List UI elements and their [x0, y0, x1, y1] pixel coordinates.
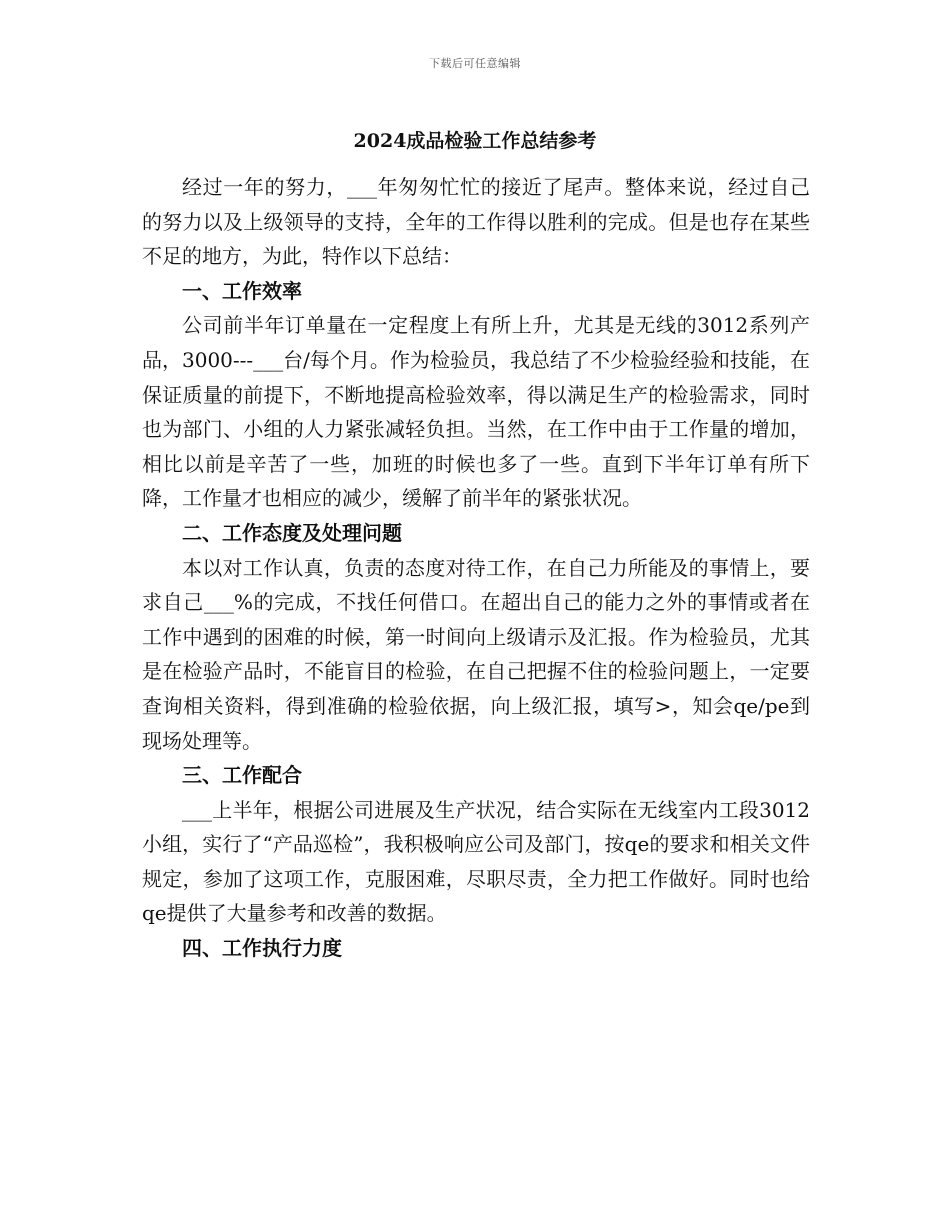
intro-paragraph: 经过一年的努力，___年匆匆忙忙的接近了尾声。整体来说，经过自己的努力以及上级领导的支持，全年的工作得以胜利的完成。但是也存在某些不足的地方，为此，特作以下总结：	[142, 175, 810, 269]
section-body-attitude: 本以对工作认真，负责的态度对待工作，在自己力所能及的事情上，要求自己___%的完成，不找任何借口。在超出自己的能力之外的事情或者在工作中遇到的困难的时候，第一时间向上级请示及汇报。作为检验员，尤其是在检验产品时，不能盲目的检验，在自己把握不住的检验问题上，一定要查询相关资料，得到准确的检验依据，向上级汇报，填写>，知会qe/pe到现场处理等。	[142, 555, 810, 753]
page-header-note: 下载后可任意编辑	[429, 57, 521, 70]
section-heading-execution: 四、工作执行力度	[182, 936, 342, 961]
section-body-efficiency: 公司前半年订单量在一定程度上有所上升，尤其是无线的3012系列产品，3000---___台/每个月。作为检验员，我总结了不少检验经验和技能，在保证质量的前提下，不断地提高检验效率，得以满足生产的检验需求，同时也为部门、小组的人力紧张减轻负担。当然，在工作中由于工作量的增加，相比以前是辛苦了一些，加班的时候也多了一些。直到下半年订单有所下降，工作量才也相应的减少，缓解了前半年的紧张状况。	[142, 313, 810, 511]
section-heading-cooperation: 三、工作配合	[182, 763, 302, 788]
section-heading-efficiency: 一、工作效率	[182, 278, 302, 303]
document-title: 2024成品检验工作总结参考	[353, 130, 597, 152]
section-heading-attitude: 二、工作态度及处理问题	[182, 520, 402, 545]
section-body-cooperation: ___上半年，根据公司进展及生产状况，结合实际在无线室内工段3012小组，实行了“产品巡检”，我积极响应公司及部门，按qe的要求和相关文件规定，参加了这项工作，克服困难，尽职尽责，全力把工作做好。同时也给qe提供了大量参考和改善的数据。	[142, 797, 810, 926]
document-body	[142, 170, 810, 966]
